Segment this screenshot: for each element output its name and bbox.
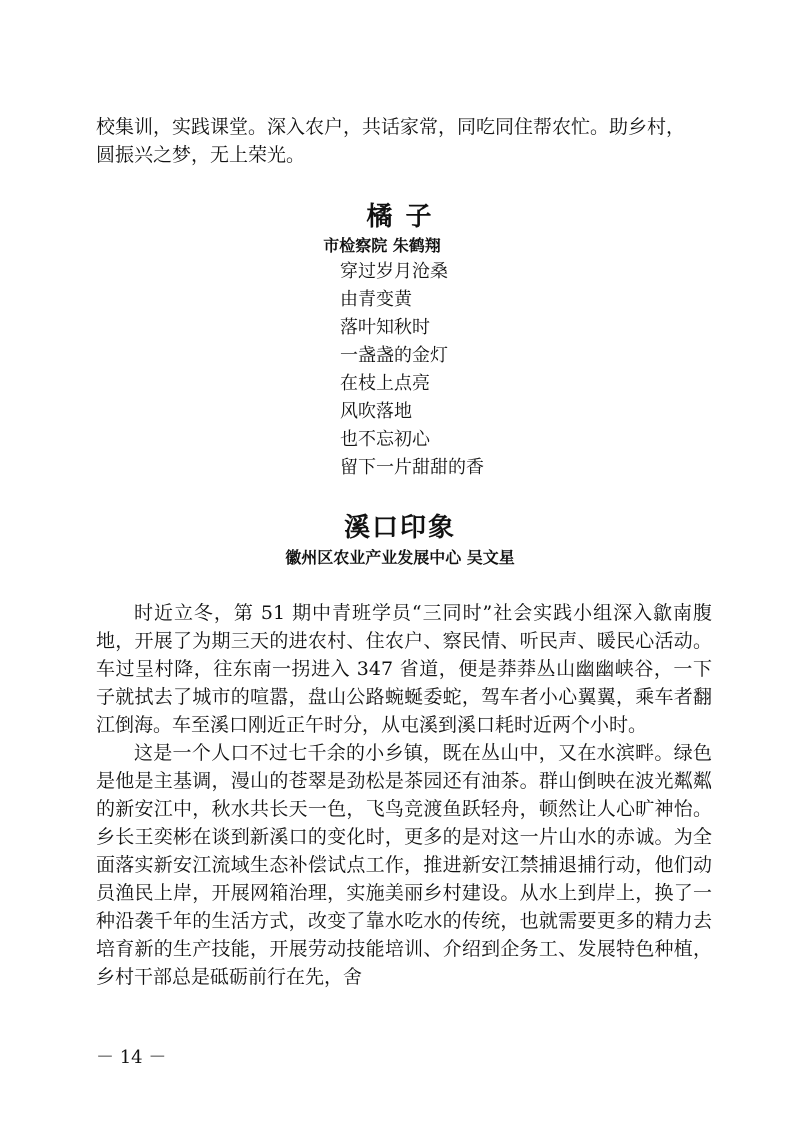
poem-author: 市检察院 朱鹤翔 xyxy=(323,236,441,255)
article-paragraph: 这是一个人口不过七千余的小乡镇，既在丛山中，又在水滨畔。绿色是他是主基调，漫山的苍翠是劲松是茶园还有油茶。群山倒映在波光粼粼的新安江中，秋水共长天一色，飞鸟竞渡鱼跃轻舟，顿然让人心旷神怡。乡长王奕彬在谈到新溪口的变化时，更多的是对这一片山水的赤诚。为全面落实新安江流域生态补偿试点工作，推进新安江禁捕退捕行动，他们动员渔民上岸，开展网箱治理，实施美丽乡村建设。从水上到岸上，换了一种沿袭千年的生活方式，改变了靠水吃水的传统，也就需要更多的精力去培育新的生产技能，开展劳动技能培训、介绍到企务工、发展特色种植，乡村干部总是砥砺前行在先，舍 xyxy=(96,742,712,988)
article-paragraph: 时近立冬，第 51 期中青班学员“三同时”社会实践小组深入歙南腹地，开展了为期三天的进农村、住农户、察民情、听民声、暖民心活动。车过呈村降，往东南一拐进入 347 省道，便是莽莽丛山幽幽峡谷，一下子就拭去了城市的喧嚣，盘山公路蜿蜒委蛇，驾车者小心翼翼，乘车者翻江倒海。车至溪口刚近正午时分，从屯溪到溪口耗时近两个小时。 xyxy=(96,602,712,736)
poem-title: 橘 子 xyxy=(366,202,434,232)
intro-text xyxy=(96,113,712,169)
intro-line: 校集训，实践课堂。深入农户，共话家常，同吃同住帮农忙。助乡村， xyxy=(96,116,686,138)
poem-line: 风吹落地 xyxy=(340,401,412,422)
poem-line: 在枝上点亮 xyxy=(340,373,430,394)
poem-line: 落叶知秋时 xyxy=(340,317,430,338)
article-author: 徽州区农业产业发展中心 吴文星 xyxy=(285,548,515,567)
poem-line: 一盏盏的金灯 xyxy=(340,345,448,366)
poem-line: 留下一片甜甜的香 xyxy=(340,457,484,478)
poem-line: 也不忘初心 xyxy=(340,429,430,450)
poem-lines xyxy=(340,258,484,482)
poem-line: 由青变黄 xyxy=(340,289,412,310)
page-number: － 14 － xyxy=(96,1047,167,1068)
poem-line: 穿过岁月沧桑 xyxy=(340,261,448,282)
article-title: 溪口印象 xyxy=(343,513,456,543)
intro-line: 圆振兴之梦，无上荣光。 xyxy=(96,144,306,166)
article-body xyxy=(96,599,712,991)
